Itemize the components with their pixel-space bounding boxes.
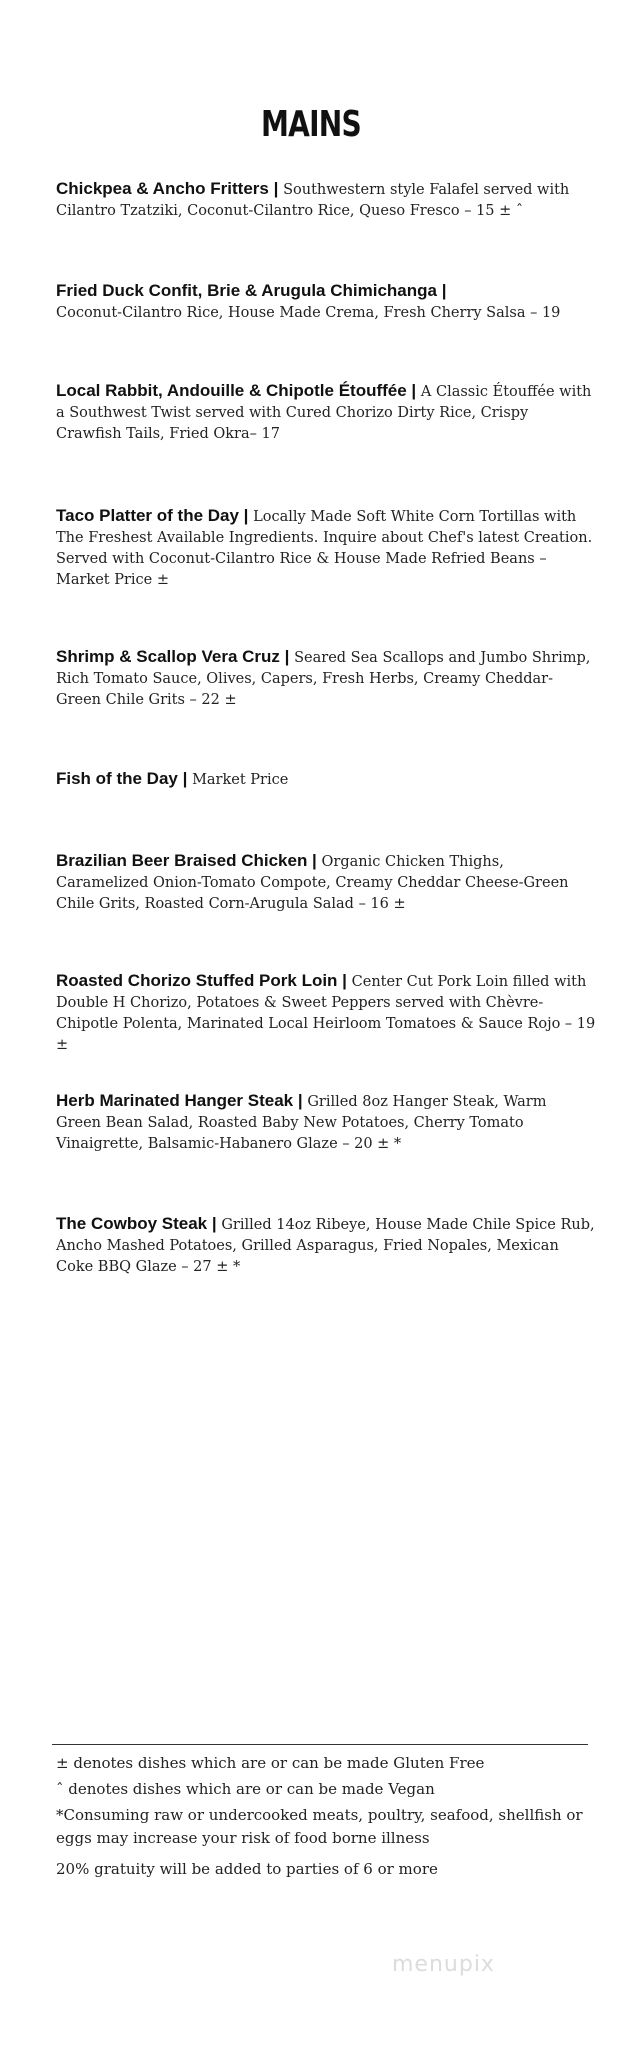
item-separator: |: [293, 1091, 308, 1110]
item-separator: |: [238, 506, 254, 525]
menu-item: [56, 280, 596, 324]
menu-item: [56, 768, 596, 791]
item-description: Grilled 14oz Ribeye, House Made Chile Spice Rub, Ancho Mashed Potatoes, Grilled Asparagus, Fried Nopales, Mexican Coke BBQ Glaze – 27 ± *: [56, 1217, 595, 1275]
item-separator: |: [436, 281, 447, 300]
item-name: Chickpea & Ancho Fritters: [56, 179, 269, 198]
item-description: Seared Sea Scallops and Jumbo Shrimp, Rich Tomato Sauce, Olives, Capers, Fresh Herbs, Creamy Cheddar-Green Chile Grits – 22 ±: [56, 650, 591, 708]
item-name: Herb Marinated Hanger Steak: [56, 1091, 294, 1110]
footnotes: [56, 1752, 586, 1884]
page-title: MAINS: [261, 104, 361, 145]
raw-food-warning: *Consuming raw or undercooked meats, poultry, seafood, shellfish or eggs may increase your risk of food borne illness: [56, 1806, 583, 1847]
item-name: Brazilian Beer Braised Chicken: [56, 851, 308, 870]
item-description: Grilled 8oz Hanger Steak, Warm Green Bean Salad, Roasted Baby New Potatoes, Cherry Tomato Vinaigrette, Balsamic-Habanero Glaze – 20 ± *: [56, 1094, 547, 1152]
menu-item: [56, 380, 596, 445]
item-separator: |: [207, 1214, 222, 1233]
gratuity-note: 20% gratuity will be added to parties of 6 or more: [56, 1860, 438, 1878]
menu-item: [56, 850, 596, 915]
gluten-free-note: ± denotes dishes which are or can be made Gluten Free: [56, 1754, 485, 1772]
item-description: Southwestern style Falafel served with Cilantro Tzatziki, Coconut-Cilantro Rice, Queso Fresco – 15 ± ˆ: [56, 182, 570, 219]
menu-item: [56, 178, 596, 222]
item-description: Center Cut Pork Loin filled with Double H Chorizo, Potatoes & Sweet Peppers served with Chèvre-Chipotle Polenta, Marinated Local Heirloom Tomatoes & Sauce Rojo – 19 ±: [56, 974, 596, 1053]
item-description: Market Price: [192, 772, 289, 788]
watermark-logo: menupix: [392, 1952, 495, 1977]
item-separator: |: [337, 971, 352, 990]
item-separator: |: [268, 179, 284, 198]
item-description: Organic Chicken Thighs, Caramelized Onion-Tomato Compote, Creamy Cheddar Cheese-Green Chile Grits, Roasted Corn-Arugula Salad – 16 ±: [56, 854, 569, 912]
item-separator: |: [406, 381, 421, 400]
item-name: Local Rabbit, Andouille & Chipotle Étouffée: [56, 381, 407, 400]
item-name: Fish of the Day: [56, 769, 178, 788]
item-separator: |: [307, 851, 322, 870]
item-description: Locally Made Soft White Corn Tortillas with The Freshest Available Ingredients. Inquire about Chef's latest Creation. Served with Coconut-Cilantro Rice & House Made Refried Beans – Market Price ±: [56, 509, 593, 588]
menu-item: [56, 646, 596, 711]
item-name: The Cowboy Steak: [56, 1214, 208, 1233]
item-separator: |: [279, 647, 295, 666]
vegan-note: ˆ denotes dishes which are or can be made Vegan: [56, 1780, 435, 1798]
menu-item: [56, 970, 596, 1056]
footnote-divider: [52, 1744, 588, 1745]
item-separator: |: [177, 769, 193, 788]
item-name: Taco Platter of the Day: [56, 506, 239, 525]
item-name: Roasted Chorizo Stuffed Pork Loin: [56, 971, 338, 990]
menu-item: [56, 1213, 596, 1278]
menu-item: [56, 1090, 596, 1155]
menu-item: [56, 505, 596, 591]
item-name: Fried Duck Confit, Brie & Arugula Chimichanga: [56, 281, 437, 300]
item-name: Shrimp & Scallop Vera Cruz: [56, 647, 280, 666]
item-description: Coconut-Cilantro Rice, House Made Crema, Fresh Cherry Salsa – 19: [56, 305, 561, 321]
item-description: A Classic Étouffée with a Southwest Twist served with Cured Chorizo Dirty Rice, Crispy Crawfish Tails, Fried Okra– 17: [56, 384, 592, 442]
